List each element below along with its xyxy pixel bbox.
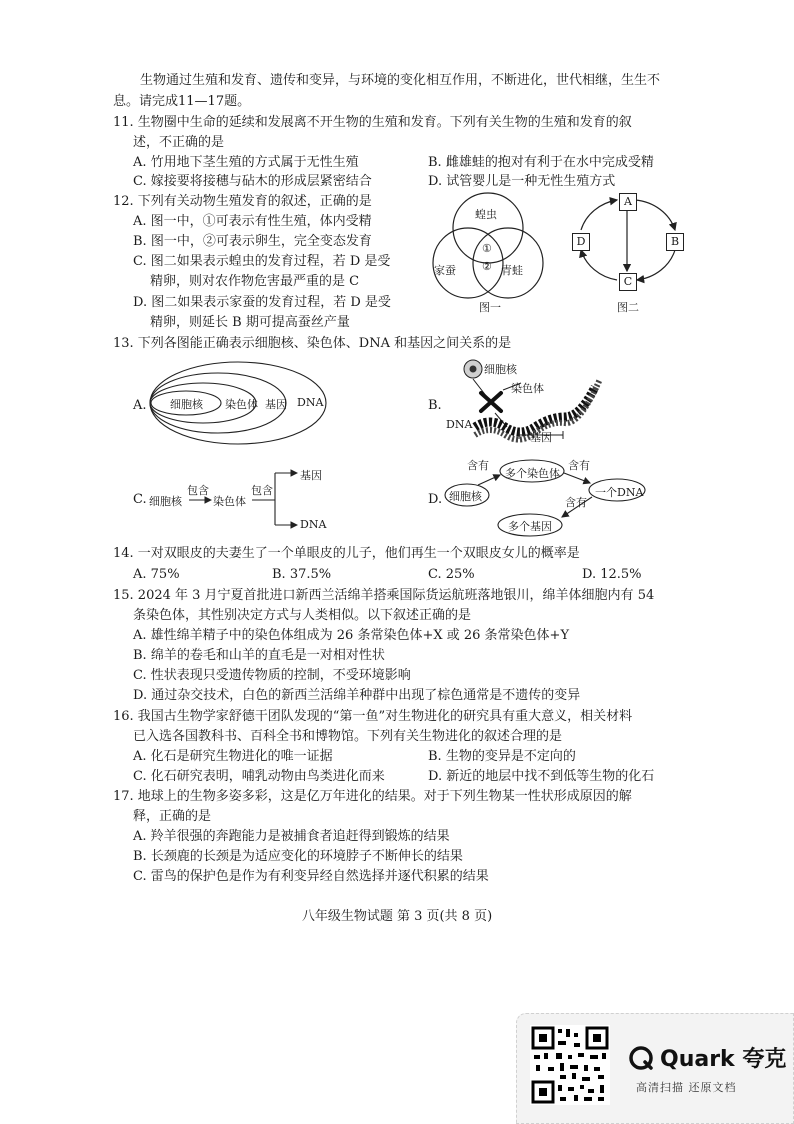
- figure-2-caption: 图二: [617, 301, 639, 314]
- q13-c-nucleus: 细胞核: [149, 495, 182, 508]
- q17-stem-1: 17. 地球上的生物多姿多彩，这是亿万年进化的结果。对于下列生物某一性状形成原因的解: [113, 789, 632, 804]
- venn-label-locust: 蝗虫: [475, 208, 497, 221]
- stage-box-a: A: [619, 193, 637, 211]
- q17-option-a: A. 羚羊很强的奔跑能力是被捕食者追赶得到锻炼的结果: [133, 829, 450, 844]
- q16-stem-2: 已入选各国教科书、百科全书和博物馆。下列有关生物进化的叙述合理的是: [133, 729, 563, 744]
- q16-stem-1: 16. 我国古生物学家舒德干团队发现的“第一鱼”对生物进化的研究具有重大意义，相关材料: [113, 709, 633, 724]
- q13-c-contain-2: 包含: [251, 484, 273, 497]
- q13-a-gene: 基因: [265, 398, 287, 411]
- venn-mark-2: ②: [482, 260, 492, 273]
- q12-option-d-2: 精卵，则延长 B 期可提高蚕丝产量: [150, 315, 350, 330]
- q15-stem-1: 15. 2024 年 3 月宁夏首批进口新西兰活绵羊搭乘国际货运航班落地银川，绵羊体细胞内有 54: [113, 588, 655, 603]
- q13-stem: 13. 下列各图能正确表示细胞核、染色体、DNA 和基因之间关系的是: [113, 336, 512, 351]
- arrow-c-to-d: [581, 250, 617, 280]
- q13-d-nucleus: 细胞核: [449, 490, 482, 503]
- q13-a-chromosome: 染色体: [225, 398, 258, 411]
- q11-option-b: B. 雌雄蛙的抱对有利于在水中完成受精: [428, 155, 654, 170]
- figure-1-caption: 图一: [479, 301, 501, 314]
- venn-label-frog: 青蛙: [501, 264, 523, 277]
- venn-mark-1: ①: [482, 242, 492, 255]
- stage-box-b: B: [666, 233, 684, 251]
- q16-option-b: B. 生物的变异是不定向的: [428, 749, 576, 764]
- q11-option-d: D. 试管婴儿是一种无性生殖方式: [428, 174, 616, 189]
- q13-d-chromosomes: 多个染色体: [505, 467, 560, 480]
- q13-c-chromosome: 染色体: [213, 495, 246, 508]
- q13-d-has-1: 含有: [467, 459, 489, 472]
- q13-b-label: B.: [428, 398, 442, 413]
- q13-d-has-3: 含有: [565, 496, 587, 509]
- q13-c-dna: DNA: [300, 518, 327, 531]
- intro-line-2: 息。请完成11—17题。: [113, 94, 251, 109]
- q13-a-label: A.: [133, 398, 147, 413]
- q17-option-c: C. 雷鸟的保护色是作为有利变异经自然选择并逐代积累的结果: [133, 869, 489, 884]
- q14-option-c: C. 25%: [428, 567, 475, 582]
- q13-b-nucleus: 细胞核: [484, 363, 517, 376]
- q14-stem: 14. 一对双眼皮的夫妻生了一个单眼皮的儿子，他们再生一个双眼皮女儿的概率是: [113, 546, 580, 561]
- q13-d-dna: 一个DNA: [595, 486, 644, 499]
- q12-option-b: B. 图一中，②可表示卵生，完全变态发育: [133, 234, 372, 249]
- q11-option-c: C. 嫁接要将接穗与砧木的形成层紧密结合: [133, 174, 372, 189]
- q14-option-d: D. 12.5%: [582, 567, 642, 582]
- q15-option-d: D. 通过杂交技术，白色的新西兰活绵羊种群中出现了棕色通常是不遗传的变异: [133, 688, 581, 703]
- q14-option-a: A. 75%: [133, 567, 180, 582]
- q16-option-a: A. 化石是研究生物进化的唯一证据: [133, 749, 333, 764]
- stage-box-c: C: [619, 273, 637, 291]
- q13-c-gene: 基因: [300, 469, 322, 482]
- q12-option-c-2: 精卵，则对农作物危害最严重的是 C: [150, 274, 360, 289]
- stage-box-d: D: [572, 233, 590, 251]
- q11-stem-1: 11. 生物圈中生命的延续和发展离不开生物的生殖和发育。下列有关生物的生殖和发育的叙: [113, 115, 632, 130]
- q13-b-gene: 基因: [530, 431, 552, 444]
- quark-subtitle: 高清扫描 还原文档: [636, 1081, 737, 1094]
- qr-code-icon: [530, 1025, 610, 1105]
- q15-option-c: C. 性状表现只受遗传物质的控制，不受环境影响: [133, 668, 411, 683]
- venn-label-silkworm: 家蚕: [434, 264, 456, 277]
- arrow-b-to-c: [637, 250, 675, 280]
- q17-option-b: B. 长颈鹿的长颈是为适应变化的环境脖子不断伸长的结果: [133, 849, 463, 864]
- q12-option-d-1: D. 图二如果表示家蚕的发育过程，若 D 是受: [133, 295, 391, 310]
- q12-option-a: A. 图一中，①可表示有性生殖，体内受精: [133, 214, 372, 229]
- q11-stem-2: 述，不正确的是: [133, 135, 225, 150]
- q13-a-dna: DNA: [297, 396, 324, 409]
- q13-b-dna: DNA: [446, 418, 473, 431]
- q16-option-d: D. 新近的地层中找不到低等生物的化石: [428, 769, 655, 784]
- quark-brand: Quark 夸克: [660, 1047, 787, 1072]
- q13-b-chromosome: 染色体: [511, 382, 544, 395]
- q13-c-label: C.: [133, 492, 147, 507]
- q15-stem-2: 条染色体，其性别决定方式与人类相似。以下叙述正确的是: [133, 608, 472, 623]
- page-footer: 八年级生物试题 第 3 页(共 8 页): [301, 909, 493, 924]
- q11-option-a: A. 竹用地下茎生殖的方式属于无性生殖: [133, 155, 359, 170]
- q13-a-nucleus: 细胞核: [170, 398, 203, 411]
- arrow-a-to-b: [635, 200, 675, 230]
- q12-option-c-1: C. 图二如果表示蝗虫的发育过程，若 D 是受: [133, 254, 391, 269]
- q15-option-a: A. 雄性绵羊精子中的染色体组成为 26 条常染色体+X 或 26 条常染色体+Y: [133, 628, 570, 643]
- quark-logo-icon: [628, 1045, 654, 1071]
- intro-line-1: 生物通过生殖和发育、遗传和变异，与环境的变化相互作用，不断进化，世代相继，生生不: [140, 73, 661, 88]
- q17-stem-2: 释，正确的是: [133, 809, 212, 824]
- q16-option-c: C. 化石研究表明，哺乳动物由鸟类进化而来: [133, 769, 385, 784]
- arrow-d-to-a: [581, 200, 617, 230]
- q13-c-contain-1: 包含: [187, 484, 209, 497]
- q13-d-genes: 多个基因: [508, 520, 552, 533]
- q15-option-b: B. 绵羊的卷毛和山羊的直毛是一对相对性状: [133, 648, 385, 663]
- q13-d-has-2: 含有: [568, 459, 590, 472]
- q13-d-label: D.: [428, 492, 443, 507]
- q12-stem: 12. 下列有关动物生殖发育的叙述，正确的是: [113, 194, 372, 209]
- q14-option-b: B. 37.5%: [272, 567, 332, 582]
